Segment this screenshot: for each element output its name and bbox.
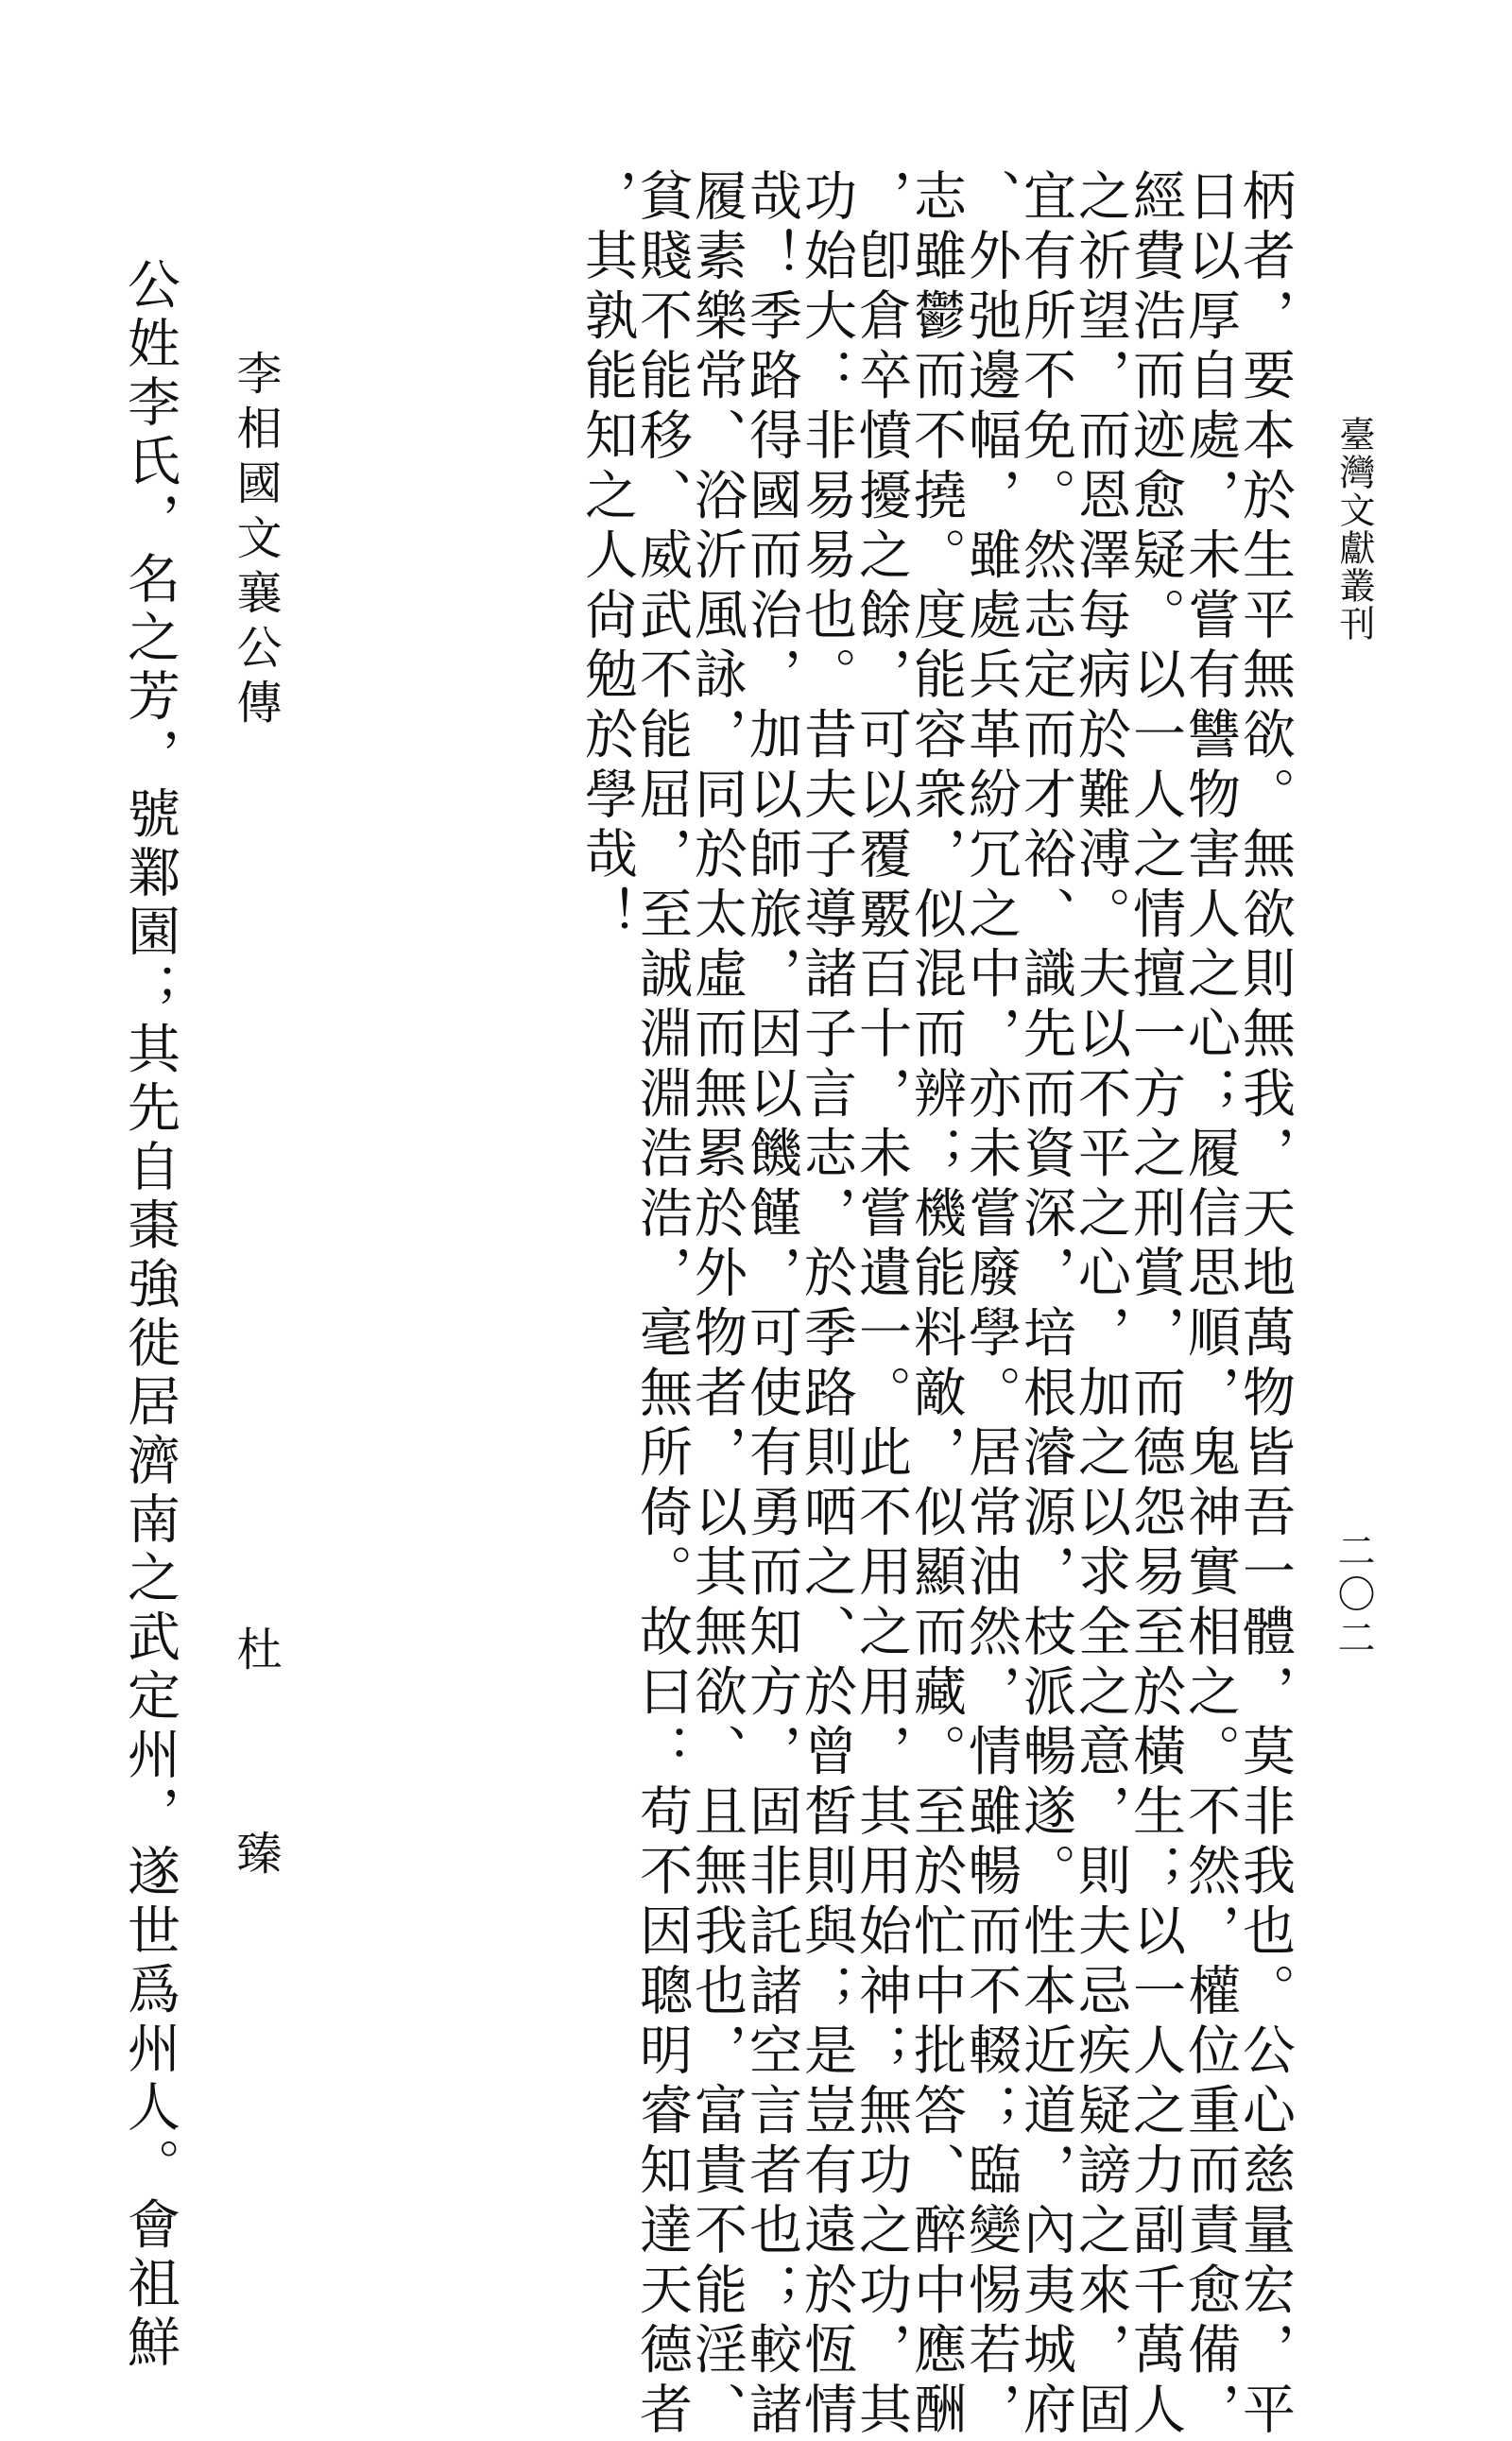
section-title: 李相國文襄公傳 [229,350,282,733]
body-line-13: ，其孰能知之人尙勉於學哉！ [576,168,638,946]
body-line-10: 哉！季路得國而治，加以師旅，因以饑饉，可使有勇而知方，固非託諸空言者也；較諸 [741,168,802,2441]
biography-first-line: 公姓李氏，名之芳，號鄴園；其先自棗強徙居濟南之武定州，遂世爲州人。會祖鮮 [119,257,180,2374]
body-line-6: 、外弛邊幅，雖處兵革紛冗之中，亦未嘗廢學。居常油然，情雖暢而不輟；臨變惕若， [960,168,1022,2441]
body-line-5: 宜有所不免。然志定而才裕、識先而資深，培根濬源，枝派暢遂。性本近道，內夷城府 [1015,168,1076,2441]
body-line-11: 履素樂常、浴沂風詠，同於太虛而無累於外物者，以其無欲、且無我也，富貴不能淫、 [686,168,747,2441]
body-line-2: 日以厚自處，未嘗有讐物害人之心；履信思順，鬼神實相之。不然，權位重而責愈備， [1179,168,1241,2441]
body-line-1: 柄者，要本於生平無欲。無欲則無我，天地萬物皆吾一體，莫非我也。公心慈量宏，平 [1234,168,1296,2441]
body-line-8: ，卽倉卒憤擾之餘，可以覆覈百十，未嘗遺一。此不用之用，其用始神；無功之功，其 [850,168,912,2441]
body-line-4: 之祈望，而恩澤每病於難溥。夫以不平之心，加之以求全之意，則夫忌疾疑謗之來，固 [1070,168,1131,2441]
body-line-3: 經費浩而迹愈疑。以一人之情擅一方之刑賞，而德怨易至於橫生；以一人之力副千萬人 [1125,168,1186,2441]
body-line-12: 貧賤不能移、威武不能屈，至誠淵淵浩浩，毫無所倚。故曰：苟不因聰明睿知達天德者 [631,168,693,2441]
page-number: 二〇二 [1332,1531,1375,1661]
author-name: 杜 臻 [229,1625,282,1932]
body-line-9: 功始大：非易易也。昔夫子導諸子言志，於季路則哂之、於曾皙則與；是豈有遠於恆情 [796,168,857,2441]
body-line-7: 志雖鬱而不撓。度能容衆，似混而辨；機能料敵，似顯而藏。至於忙中批答、醉中應酬 [905,168,967,2441]
running-head: 臺灣文獻叢刊 [1333,416,1375,643]
